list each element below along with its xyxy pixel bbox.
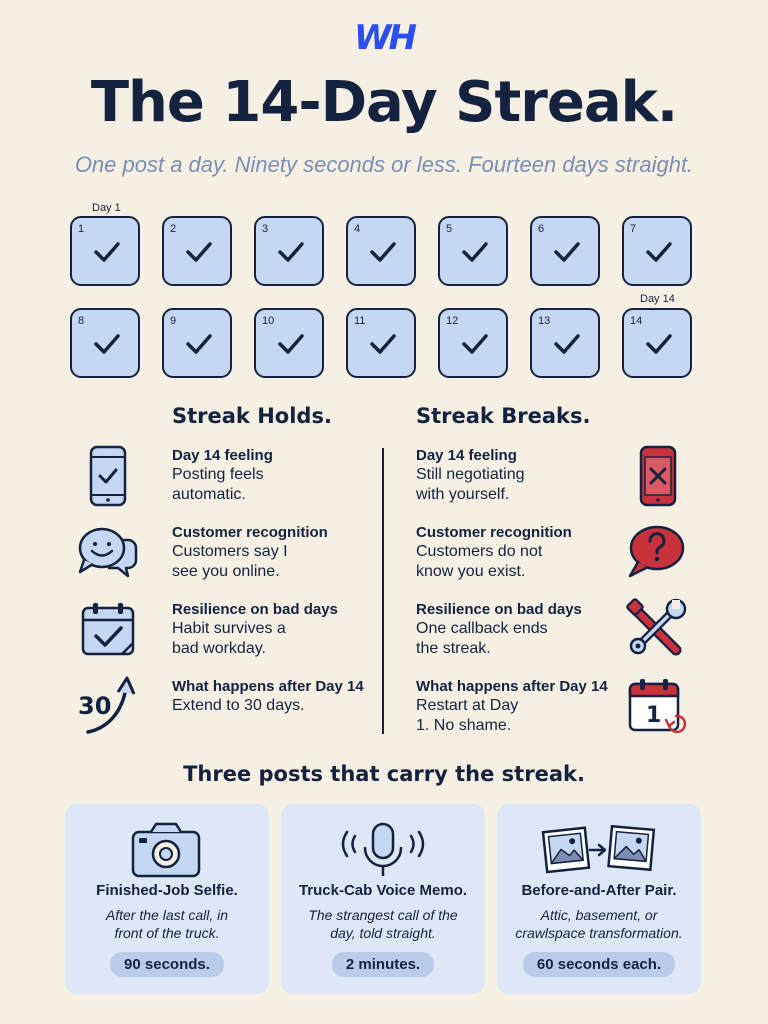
holds-item-text: Habit survives a bad workday. <box>172 620 286 657</box>
holds-item-text: Posting feels automatic. <box>172 466 264 503</box>
checkmark-icon <box>369 332 397 356</box>
day-number: 1 <box>78 223 85 235</box>
day-box-4 <box>346 216 416 286</box>
day-box-6 <box>530 216 600 286</box>
checkmark-icon <box>369 240 397 264</box>
breaks-heading: Streak Breaks. <box>416 404 591 428</box>
post-card-description: Attic, basement, or crawlspace transformation. <box>515 907 683 941</box>
breaks-item-label: Day 14 feeling <box>416 447 517 464</box>
question-bubble-icon <box>626 524 686 580</box>
holds-item-label: Customer recognition <box>172 524 328 541</box>
phone-x-icon <box>638 445 678 507</box>
streak-calendar <box>70 216 694 380</box>
day-box-5 <box>438 216 508 286</box>
breaks-item-text: Still negotiating with yourself. <box>416 466 525 503</box>
post-card-title: Finished-Job Selfie. <box>96 882 238 899</box>
checkmark-icon <box>553 332 581 356</box>
breaks-item-text: Restart at Day 1. No shame. <box>416 697 519 734</box>
calendar-week-2 <box>70 308 694 380</box>
day-box-12 <box>438 308 508 378</box>
day-number: 6 <box>538 223 545 235</box>
breaks-item <box>416 446 626 505</box>
day-box-3 <box>254 216 324 286</box>
checkmark-icon <box>645 240 673 264</box>
breaks-item <box>416 523 626 582</box>
holds-item-label: What happens after Day 14 <box>172 678 364 695</box>
post-card-description: The strangest call of the day, told straight. <box>308 907 458 941</box>
post-card-duration-badge: 60 seconds each. <box>523 952 675 977</box>
camera-icon <box>65 822 269 878</box>
day-number: 7 <box>630 223 637 235</box>
holds-item <box>172 677 382 716</box>
breaks-item <box>416 677 626 736</box>
day-box-2 <box>162 216 232 286</box>
checkmark-icon <box>277 332 305 356</box>
holds-item-text: Customers say I see you online. <box>172 543 288 580</box>
breaks-item-label: Customer recognition <box>416 524 572 541</box>
day-number: 2 <box>170 223 177 235</box>
day-number: 12 <box>446 315 459 327</box>
day-number: 4 <box>354 223 361 235</box>
breaks-item-text: One callback ends the streak. <box>416 620 548 657</box>
post-card-voice-memo <box>281 804 485 994</box>
post-card-selfie <box>65 804 269 994</box>
checkmark-icon <box>185 240 213 264</box>
day-box-14 <box>622 308 692 378</box>
checkmark-icon <box>185 332 213 356</box>
day-number: 5 <box>446 223 453 235</box>
day-box-9 <box>162 308 232 378</box>
holds-item <box>172 523 382 582</box>
breaks-item-label: What happens after Day 14 <box>416 678 608 695</box>
day-number: 13 <box>538 315 551 327</box>
arrow-30-icon <box>76 674 140 736</box>
day-number: 3 <box>262 223 269 235</box>
column-divider <box>382 448 384 734</box>
breaks-item <box>416 600 626 659</box>
calendar-check-icon <box>80 600 136 658</box>
day-box-10 <box>254 308 324 378</box>
calendar-restart-icon <box>627 676 687 736</box>
post-card-duration-badge: 2 minutes. <box>332 952 434 977</box>
holds-item-label: Day 14 feeling <box>172 447 273 464</box>
breaks-item-label: Resilience on bad days <box>416 601 582 618</box>
brand-logo: WH <box>354 18 414 58</box>
post-card-title: Truck-Cab Voice Memo. <box>298 882 468 899</box>
day-1-label: Day 1 <box>92 202 121 214</box>
day-number: 8 <box>78 315 85 327</box>
holds-item <box>172 446 382 505</box>
day-number: 9 <box>170 315 177 327</box>
day-box-11 <box>346 308 416 378</box>
calendar-restart-number: 1 <box>646 703 662 728</box>
checkmark-icon <box>461 240 489 264</box>
holds-item-label: Resilience on bad days <box>172 601 338 618</box>
checkmark-icon <box>93 332 121 356</box>
day-number: 10 <box>262 315 275 327</box>
checkmark-icon <box>461 332 489 356</box>
page-title: The 14-Day Streak. <box>90 70 678 135</box>
checkmark-icon <box>553 240 581 264</box>
posts-heading: Three posts that carry the streak. <box>183 762 585 786</box>
post-card-duration-badge: 90 seconds. <box>110 952 224 977</box>
tools-icon <box>626 598 688 658</box>
day-number: 14 <box>630 315 643 327</box>
checkmark-icon <box>645 332 673 356</box>
breaks-item-text: Customers do not know you exist. <box>416 543 543 580</box>
post-card-description: After the last call, in front of the truck. <box>105 907 229 941</box>
microphone-icon <box>281 822 485 878</box>
day-box-13 <box>530 308 600 378</box>
checkmark-icon <box>277 240 305 264</box>
page-subtitle: One post a day. Ninety seconds or less. Fourteen days straight. <box>74 152 694 177</box>
day-14-label: Day 14 <box>640 293 675 305</box>
holds-item-text: Extend to 30 days. <box>172 697 305 714</box>
day-box-7 <box>622 216 692 286</box>
checkmark-icon <box>93 240 121 264</box>
arrow-30-number: 30 <box>78 692 112 720</box>
day-number: 11 <box>354 315 366 327</box>
calendar-week-1 <box>70 216 694 288</box>
holds-item <box>172 600 382 659</box>
post-card-before-after <box>497 804 701 994</box>
holds-heading: Streak Holds. <box>172 404 332 428</box>
phone-check-icon <box>88 445 128 507</box>
day-box-8 <box>70 308 140 378</box>
photo-pair-icon <box>497 822 701 878</box>
day-box-1 <box>70 216 140 286</box>
post-card-title: Before-and-After Pair. <box>521 882 677 899</box>
chat-smile-icon <box>78 524 138 580</box>
